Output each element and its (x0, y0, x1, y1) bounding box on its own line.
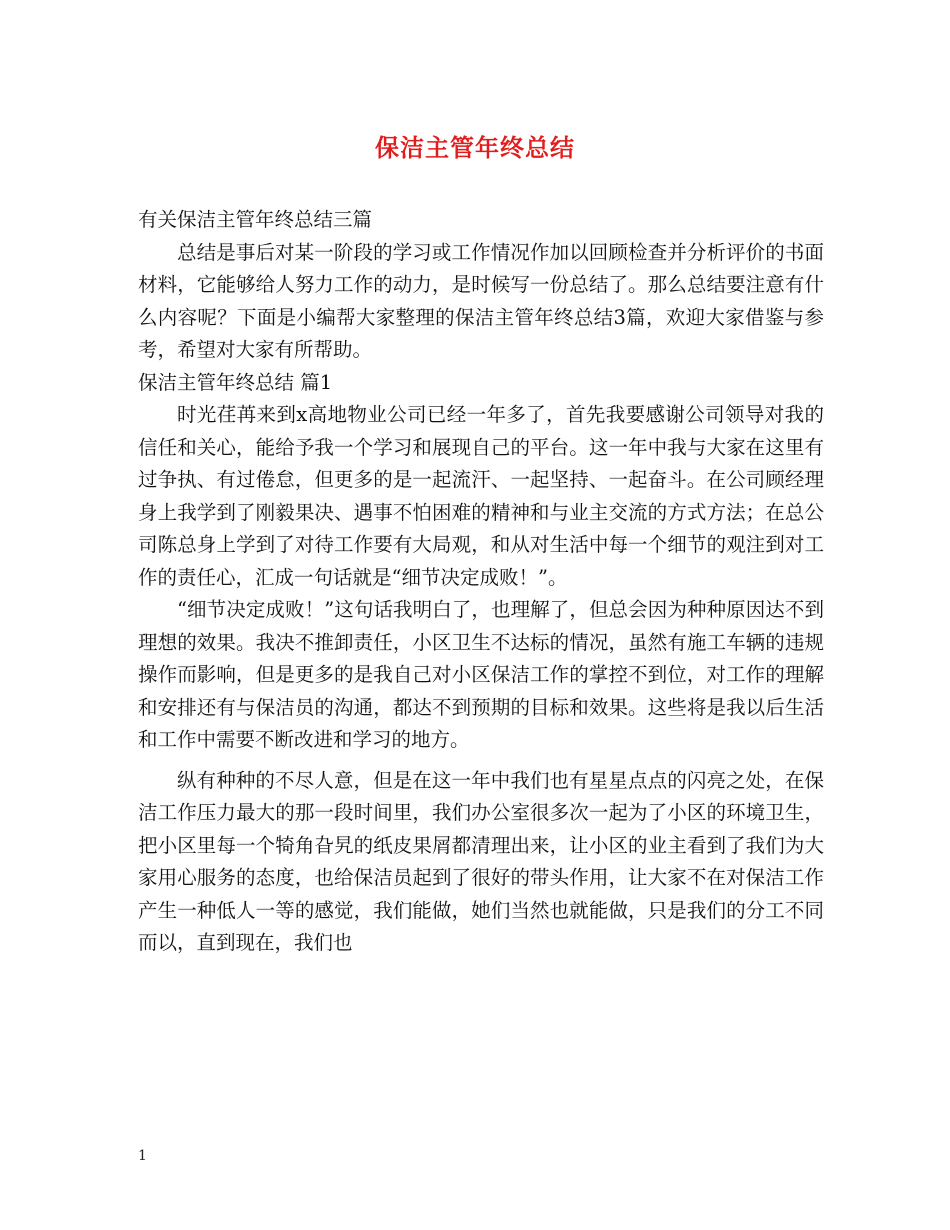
document-subtitle: 有关保洁主管年终总结三篇 (138, 208, 373, 231)
body-paragraph: 纵有种种的不尽人意，但是在这一年中我们也有星星点点的闪亮之处，在保洁工作压力最大的那一段时间里，我们办公室很多次一起为了小区的环境卫生，把小区里每一个犄角旮旯的纸皮果屑都清理出来，让小区的业主看到了我们为大家用心服务的态度，也给保洁员起到了很好的带头作用，让大家不在对保洁工作产生一种低人一等的感觉，我们能做，她们当然也就能做，只是我们的分工不同而以，直到现在，我们也 (138, 768, 824, 954)
body-paragraph: “细节决定成败！”这句话我明白了，也理解了，但总会因为种种原因达不到理想的效果。我决不推卸责任，小区卫生不达标的情况，虽然有施工车辆的违规操作而影响，但是更多的是我自己对小区保洁工作的掌控不到位，对工作的理解和安排还有与保洁员的沟通，都达不到预期的目标和效果。这些将是我以后生活和工作中需要不断改进和学习的地方。 (138, 598, 824, 751)
page-number: 1 (138, 1148, 147, 1164)
body-paragraph: 时光荏苒来到x高地物业公司已经一年多了，首先我要感谢公司领导对我的信任和关心，能给予我一个学习和展现自己的平台。这一年中我与大家在这里有过争执、有过倦怠，但更多的是一起流汗、一起坚持、一起奋斗。在公司顾经理身上我学到了刚毅果决、遇事不怕困难的精神和与业主交流的方式方法；在总公司陈总身上学到了对待工作要有大局观，和从对生活中每一个细节的观注到对工作的责任心，汇成一句话就是“细节决定成败！”。 (138, 403, 824, 589)
document-body (138, 204, 824, 960)
section-heading: 保洁主管年终总结 篇1 (138, 370, 333, 394)
document-title: 保洁主管年终总结 (375, 133, 575, 162)
intro-paragraph: 总结是事后对某一阶段的学习或工作情况作加以回顾检查并分析评价的书面材料，它能够给人努力工作的动力，是时候写一份总结了。那么总结要注意有什么内容呢？下面是小编帮大家整理的保洁主管年终总结3篇，欢迎大家借鉴与参考，希望对大家有所帮助。 (138, 240, 824, 361)
